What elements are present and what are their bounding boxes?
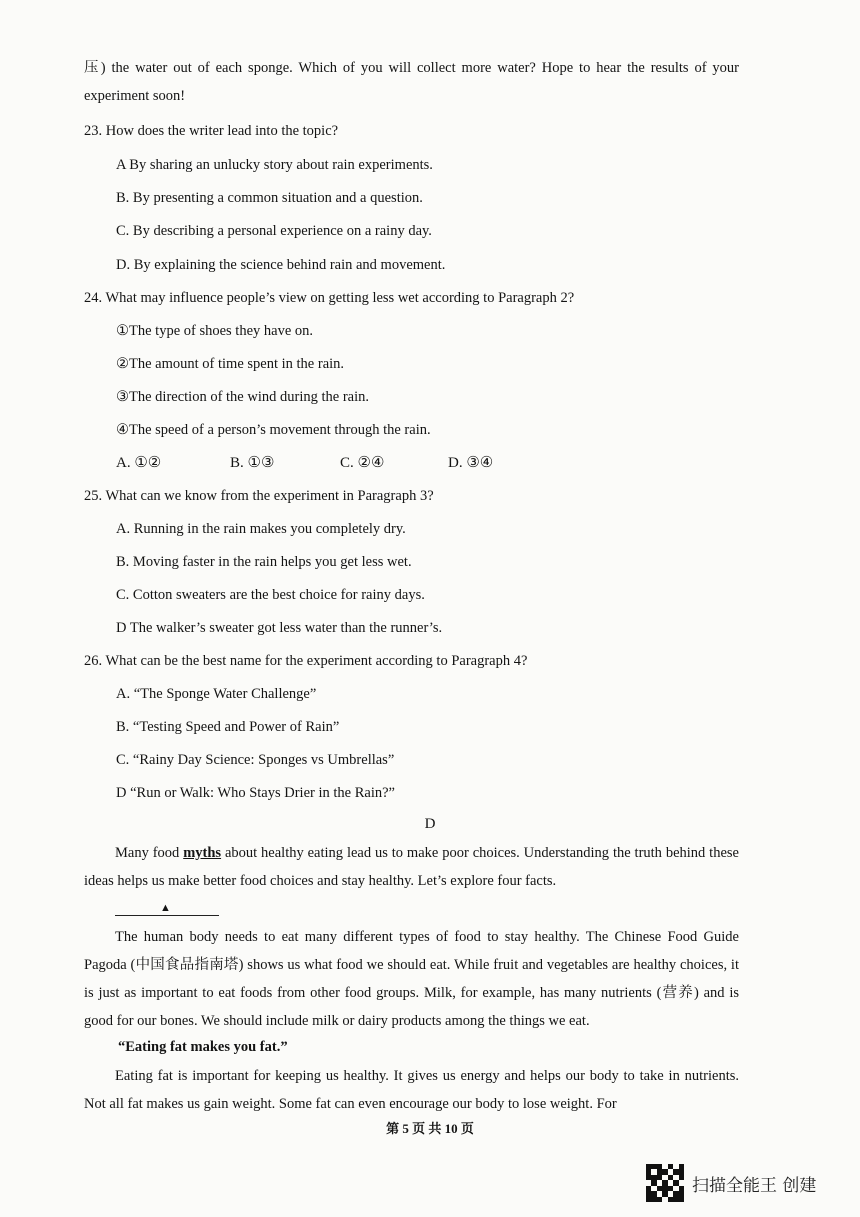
section-letter: D — [424, 816, 436, 832]
intro-paragraph — [84, 839, 739, 895]
q23-option-d: D. By explaining the science behind rain and movement. — [116, 257, 446, 273]
q23-option-c: C. By describing a personal experience on a rainy day. — [116, 223, 432, 239]
q26-option-b: B. “Testing Speed and Power of Rain” — [116, 719, 340, 735]
intro-after: about healthy eating lead us to make poor choices. Understanding the truth behind these ideas helps us make better food choices and stay healthy. Let’s explore four facts. — [84, 845, 739, 889]
q25-option-a: A. Running in the rain makes you completely dry. — [116, 521, 406, 537]
q24-item-1: ①The type of shoes they have on. — [116, 323, 314, 339]
q24-item-2: ②The amount of time spent in the rain. — [116, 356, 345, 372]
q24-choice-a: A. ①② — [116, 455, 162, 471]
blank-heading-line — [115, 915, 219, 916]
q24-item-4: ④The speed of a person’s movement through the rain. — [116, 422, 431, 438]
scanner-watermark — [646, 1164, 816, 1202]
q24-choice-b: B. ①③ — [230, 455, 275, 471]
q26-option-c: C. “Rainy Day Science: Sponges vs Umbrellas” — [116, 752, 395, 768]
qr-code-icon — [646, 1164, 684, 1202]
top-paragraph: 压) the water out of each sponge. Which of you will collect more water? Hope to hear the results of your experiment soon! — [84, 60, 739, 104]
question-25: 25. What can we know from the experiment in Paragraph 3? — [84, 488, 434, 504]
watermark-text: 扫描全能王 创建 — [692, 1175, 817, 1196]
q26-option-a: A. “The Sponge Water Challenge” — [116, 686, 317, 702]
q24-choice-c: C. ②④ — [340, 455, 385, 471]
food-groups-paragraph: The human body needs to eat many different types of food to stay healthy. The Chinese Food Guide Pagoda (中国食品指南塔) shows us what food we should eat. While fruit and vegetables are healthy choices, it is just as important to eat foods from other food groups. Milk, for example, has many nutrients (营养) and is good for our bones. We should include milk or dairy products among the things we eat. — [84, 929, 739, 1029]
intro-before: Many food — [115, 845, 184, 861]
q25-option-b: B. Moving faster in the rain helps you get less wet. — [116, 554, 412, 570]
q25-option-d: D The walker’s sweater got less water than the runner’s. — [116, 620, 443, 636]
question-23: 23. How does the writer lead into the topic? — [84, 123, 339, 139]
q24-item-3: ③The direction of the wind during the rain. — [116, 389, 369, 405]
question-24: 24. What may influence people’s view on getting less wet according to Paragraph 2? — [84, 290, 575, 306]
q24-choice-d: D. ③④ — [448, 455, 494, 471]
q25-option-c: C. Cotton sweaters are the best choice for rainy days. — [116, 587, 425, 603]
fat-paragraph: Eating fat is important for keeping us healthy. It gives us energy and helps our body to take in nutrients. Not all fat makes us gain weight. Some fat can even encourage our body to lose weight. For — [84, 1068, 739, 1112]
heading-eating-fat: “Eating fat makes you fat.” — [118, 1039, 288, 1055]
q23-option-b: B. By presenting a common situation and a question. — [116, 190, 423, 206]
keyword-myths: myths — [183, 845, 222, 861]
question-26: 26. What can be the best name for the experiment according to Paragraph 4? — [84, 653, 528, 669]
q26-option-d: D “Run or Walk: Who Stays Drier in the Rain?” — [116, 785, 395, 801]
blank-marker: ▲ — [160, 902, 171, 914]
q23-option-a: A By sharing an unlucky story about rain experiments. — [116, 157, 433, 173]
page-footer: 第 5 页 共 10 页 — [386, 1121, 474, 1136]
